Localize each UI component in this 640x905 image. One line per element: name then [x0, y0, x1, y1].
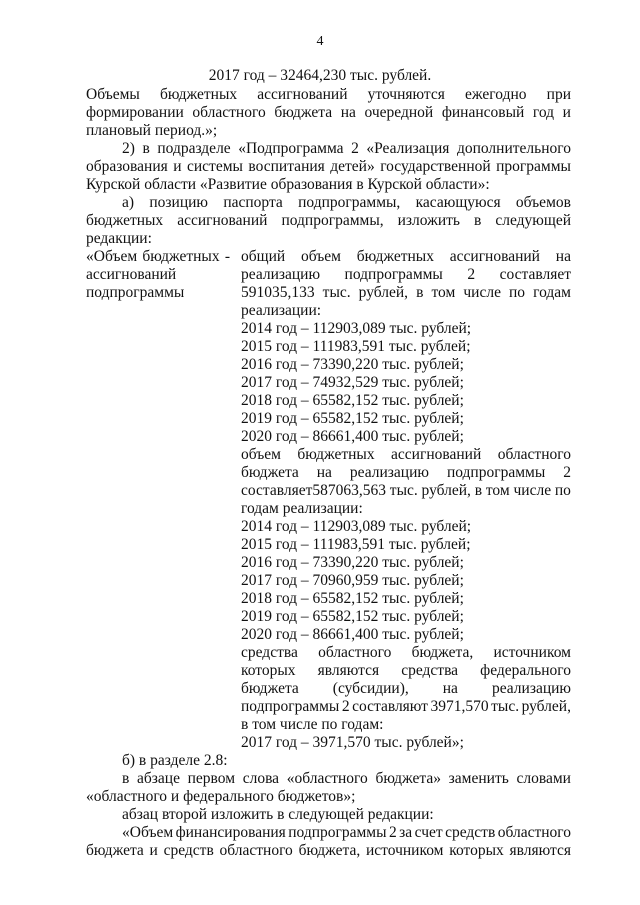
text-line: 2014 год – 112903,089 тыс. рублей; [241, 320, 472, 337]
text-line: 2019 год – 65582,152 тыс. рублей; [241, 410, 464, 427]
text-line: 2017 год – 74932,529 тыс. рублей; [241, 374, 464, 391]
text-line: реализации: [241, 302, 322, 319]
text-line: б) в разделе 2.8: [122, 752, 228, 769]
text-line: 2016 год – 73390,220 тыс. рублей; [241, 554, 464, 571]
text-line: абзац второй изложить в следующей редакции: [122, 806, 434, 823]
text-line: реализацию подпрограммы 2 составляет [241, 266, 571, 283]
text-line: «Объем финансирования подпрограммы 2 за счет средств областного [122, 824, 571, 841]
text-line: 2020 год – 86661,400 тыс. рублей; [241, 626, 464, 643]
text-line: формировании областного бюджета на очередной финансовый год и [86, 104, 571, 121]
text-line: 591035,133 тыс. рублей, в том числе по годам [241, 284, 571, 301]
text-line: подпрограммы 2 составляют 3971,570 тыс. рублей, [241, 698, 571, 715]
text-line: 2017 год – 3971,570 тыс. рублей»; [241, 734, 464, 751]
text-line: 2018 год – 65582,152 тыс. рублей; [241, 590, 464, 607]
text-line: годам реализации: [241, 500, 363, 517]
text-line: 2) в подразделе «Подпрограмма 2 «Реализация дополнительного [122, 140, 571, 157]
text-line: 2014 год – 112903,089 тыс. рублей; [241, 518, 472, 535]
text-line: бюджета и средств областного бюджета, источником которых являются [86, 842, 571, 859]
text-line: Объемы бюджетных ассигнований уточняются ежегодно при [86, 86, 571, 103]
text-line: бюджетных ассигнований подпрограммы, изложить в следующей [86, 212, 571, 229]
text-line: составляет587063,563 тыс. рублей, в том числе по [241, 482, 571, 499]
text-line: в том числе по годам: [241, 716, 384, 733]
text-line: «областного и федерального бюджетов»; [86, 788, 356, 805]
text-line: объем бюджетных ассигнований областного [241, 446, 571, 463]
text-line: редакции: [86, 230, 152, 247]
table-left-cell: «Объем бюджетных - [86, 248, 230, 265]
text-line: которых являются средства федерального [241, 662, 571, 679]
text-line: 2015 год – 111983,591 тыс. рублей; [241, 536, 471, 553]
text-line: в абзаце первом слова «областного бюджета» заменить словами [122, 770, 571, 787]
text-line: плановый период.»; [86, 122, 218, 139]
table-left-cell: подпрограммы [86, 284, 185, 301]
text-line: 2019 год – 65582,152 тыс. рублей; [241, 608, 464, 625]
text-line: образования и системы воспитания детей» государственной программы [86, 158, 571, 175]
text-line: 2018 год – 65582,152 тыс. рублей; [241, 392, 464, 409]
text-line: 2017 год – 32464,230 тыс. рублей. [208, 67, 432, 84]
text-line: Курской области «Развитие образования в Курской области»: [86, 176, 490, 193]
page-number: 4 [316, 34, 324, 49]
text-line: а) позицию паспорта подпрограммы, касающуюся объемов [122, 194, 571, 211]
text-line: 2017 год – 70960,959 тыс. рублей; [241, 572, 464, 589]
text-line: средства областного бюджета, источником [241, 644, 571, 661]
text-line: бюджета (субсидии), на реализацию [241, 680, 571, 697]
text-line: 2015 год – 111983,591 тыс. рублей; [241, 338, 471, 355]
text-line: общий объем бюджетных ассигнований на [241, 248, 571, 265]
table-left-cell: ассигнований [86, 266, 177, 283]
text-line: бюджета на реализацию подпрограммы 2 [241, 464, 571, 481]
text-line: 2016 год – 73390,220 тыс. рублей; [241, 356, 464, 373]
text-line: 2020 год – 86661,400 тыс. рублей; [241, 428, 464, 445]
